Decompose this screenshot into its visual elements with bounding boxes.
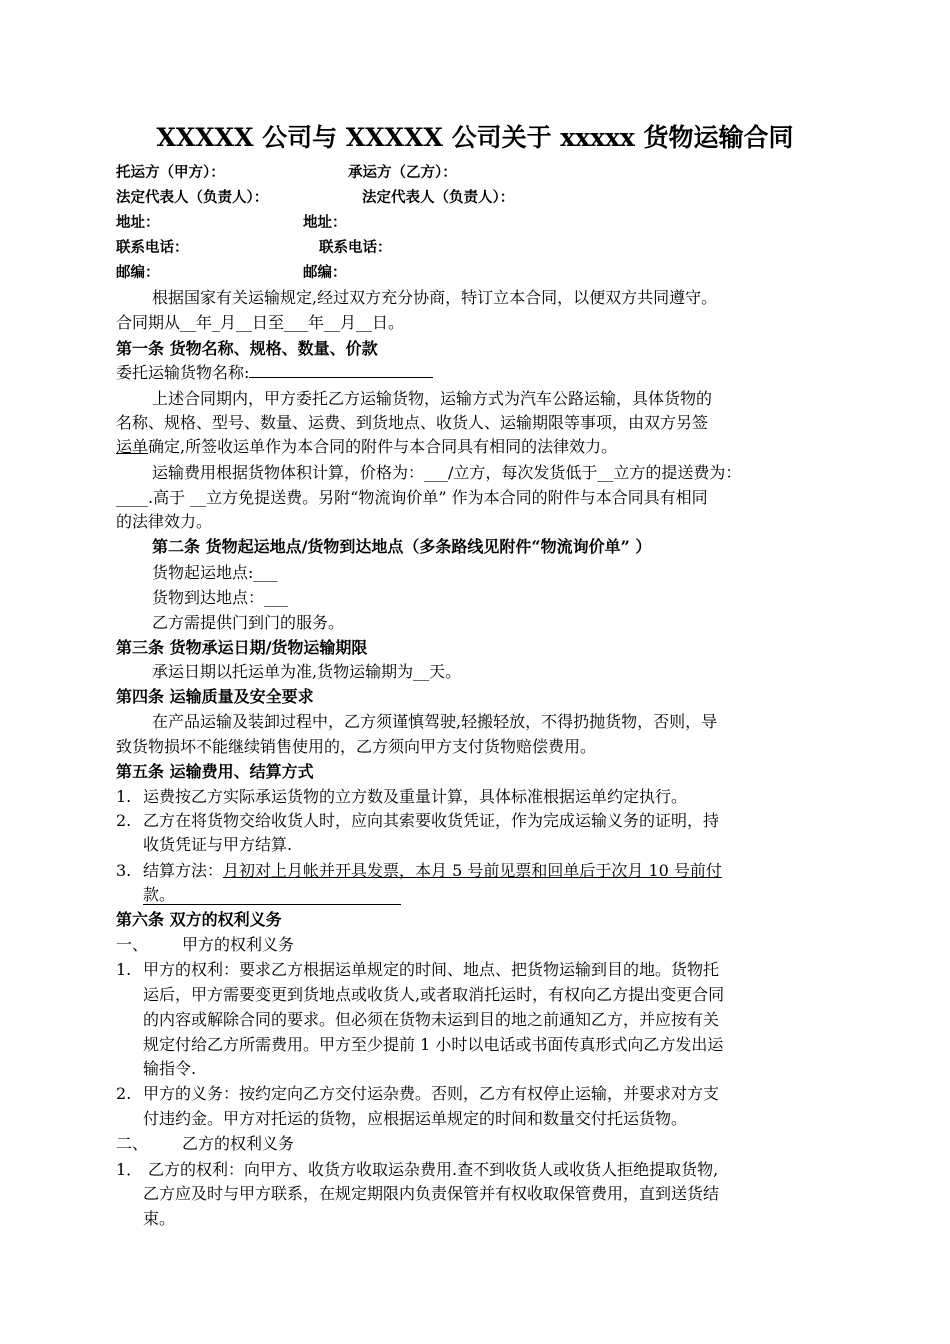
list-number: 1. <box>116 960 132 979</box>
article-1-para-1: 名称、规格、型号、数量、运费、到货地点、收货人、运输期限等事项，由双方另签 <box>116 413 709 432</box>
list-number: 1． <box>116 1160 143 1179</box>
door-service-text: 乙方需提供门到门的服务。 <box>152 613 345 632</box>
destination-field: 货物到达地点：___ <box>152 588 289 607</box>
article-5-heading: 第五条 运输费用、结算方式 <box>116 762 314 781</box>
party-a-rights: 的内容或解除合同的要求。但必须在货物未运到目的地之前通知乙方，并应按有关 <box>143 1010 720 1029</box>
party-b-rights: 束。 <box>143 1209 176 1228</box>
tel-b-label: 联系电话： <box>319 239 392 256</box>
goods-name-label <box>116 362 433 384</box>
party-a-rights: 规定付给乙方所需费用。甲方至少提前 1 小时以电话或书面传真形式向乙方发出运 <box>143 1035 724 1054</box>
rep-b-label: 法定代表人（负责人）： <box>362 189 515 206</box>
article-1-para-2: ____.高于 __立方免提送费。另附“物流询价单” 作为本合同的附件与本合同具有相同 <box>116 488 708 507</box>
article-5-item-2: 乙方在将货物交给收货人时，应向其索要收货凭证，作为完成运输义务的证明，持 <box>143 811 720 830</box>
article-4-text: 致货物损坏不能继续销售使用的，乙方须向甲方支付货物赔偿费用。 <box>116 737 597 756</box>
party-a-rights: 甲方的权利：要求乙方根据运单规定的时间、地点、把货物运输到目的地。货物托 <box>143 960 720 979</box>
section-number: 二、 <box>116 1134 149 1153</box>
party-a-rights: 输指令. <box>143 1059 197 1078</box>
article-6-heading: 第六条 双方的权利义务 <box>116 910 282 929</box>
rep-a-label: 法定代表人（负责人）： <box>116 189 269 206</box>
article-5-item-1: 运费按乙方实际承运货物的立方数及重量计算，具体标准根据运单约定执行。 <box>143 787 688 806</box>
party-a-duties: 甲方的义务：按约定向乙方交付运杂费。否则，乙方有权停止运输，并要求对方支 <box>143 1084 720 1103</box>
article-3-heading: 第三条 货物承运日期/货物运输期限 <box>116 638 368 657</box>
goods-name-text: 委托运输货物名称: <box>116 363 250 382</box>
section-number: 一、 <box>116 935 149 954</box>
zip-b-label: 邮编： <box>303 264 347 281</box>
party-b-rights: 乙方的权利：向甲方、收货方收取运杂费用.查不到收货人或收货人拒绝提取货物, <box>148 1160 719 1179</box>
article-1-para-1-rest: 确定,所签收运单作为本合同的附件与本合同具有相同的法律效力。 <box>148 437 618 456</box>
article-1-para-2: 的法律效力。 <box>116 512 213 531</box>
article-1-para-1: 上述合同期内，甲方委托乙方运输货物，运输方式为汽车公路运输，具体货物的 <box>152 389 713 408</box>
article-5-item-3 <box>143 860 722 882</box>
settlement-label: 结算方法： <box>143 861 224 880</box>
document-title: XXXXX 公司与 XXXXX 公司关于 xxxxx 货物运输合同 <box>156 123 794 152</box>
article-3-text: 承运日期以托运单为准,货物运输期为__天。 <box>152 662 462 681</box>
goods-name-blank <box>249 363 433 378</box>
origin-field: 货物起运地点:___ <box>152 563 278 582</box>
article-5-item-2: 收货凭证与甲方结算. <box>143 835 293 854</box>
section-2-title: 乙方的权利义务 <box>182 1134 295 1153</box>
shipper-label: 托运方（甲方）： <box>116 164 225 181</box>
waybill-link-text: 运单 <box>116 437 149 456</box>
list-number: 3. <box>116 861 132 880</box>
article-2-heading: 第二条 货物起运地点/货物到达地点（多条路线见附件“物流询价单” ） <box>152 537 652 556</box>
list-number: 2. <box>116 811 132 830</box>
article-1-para-2: 运输费用根据货物体积计算，价格为：___/立方，每次发货低于__立方的提送费为： <box>152 463 742 482</box>
intro-text: 根据国家有关运输规定,经过双方充分协商，特订立本合同，以便双方共同遵守。 <box>152 288 718 307</box>
carrier-label: 承运方（乙方）： <box>348 164 457 181</box>
party-a-duties: 付违约金。甲方对托运的货物，应根据运单规定的时间和数量交付托运货物。 <box>143 1109 688 1128</box>
tel-a-label: 联系电话： <box>116 239 189 256</box>
article-1-heading: 第一条 货物名称、规格、数量、价款 <box>116 339 378 358</box>
list-number: 2. <box>116 1084 132 1103</box>
article-1-para-1 <box>116 436 617 458</box>
article-4-heading: 第四条 运输质量及安全要求 <box>116 687 314 706</box>
article-4-text: 在产品运输及装卸过程中，乙方须谨慎驾驶,轻搬轻放，不得扔抛货物，否则，导 <box>152 712 718 731</box>
list-number: 1. <box>116 787 132 806</box>
contract-period: 合同期从__年_月__日至___年__月__日。 <box>116 313 405 332</box>
underline-rule <box>143 904 401 905</box>
article-5-item-3: 款。 <box>143 885 176 904</box>
settlement-method: 月初对上月帐并开具发票，本月 5 号前见票和回单后于次月 10 号前付 <box>223 861 722 880</box>
zip-a-label: 邮编： <box>116 264 160 281</box>
addr-b-label: 地址： <box>303 214 347 231</box>
section-1-title: 甲方的权利义务 <box>182 935 295 954</box>
party-b-rights: 乙方应及时与甲方联系，在规定期限内负责保管并有权收取保管费用，直到送货结 <box>143 1184 720 1203</box>
addr-a-label: 地址： <box>116 214 160 231</box>
party-a-rights: 运后，甲方需要变更到货地点或收货人,或者取消托运时，有权向乙方提出变更合同 <box>143 985 725 1004</box>
